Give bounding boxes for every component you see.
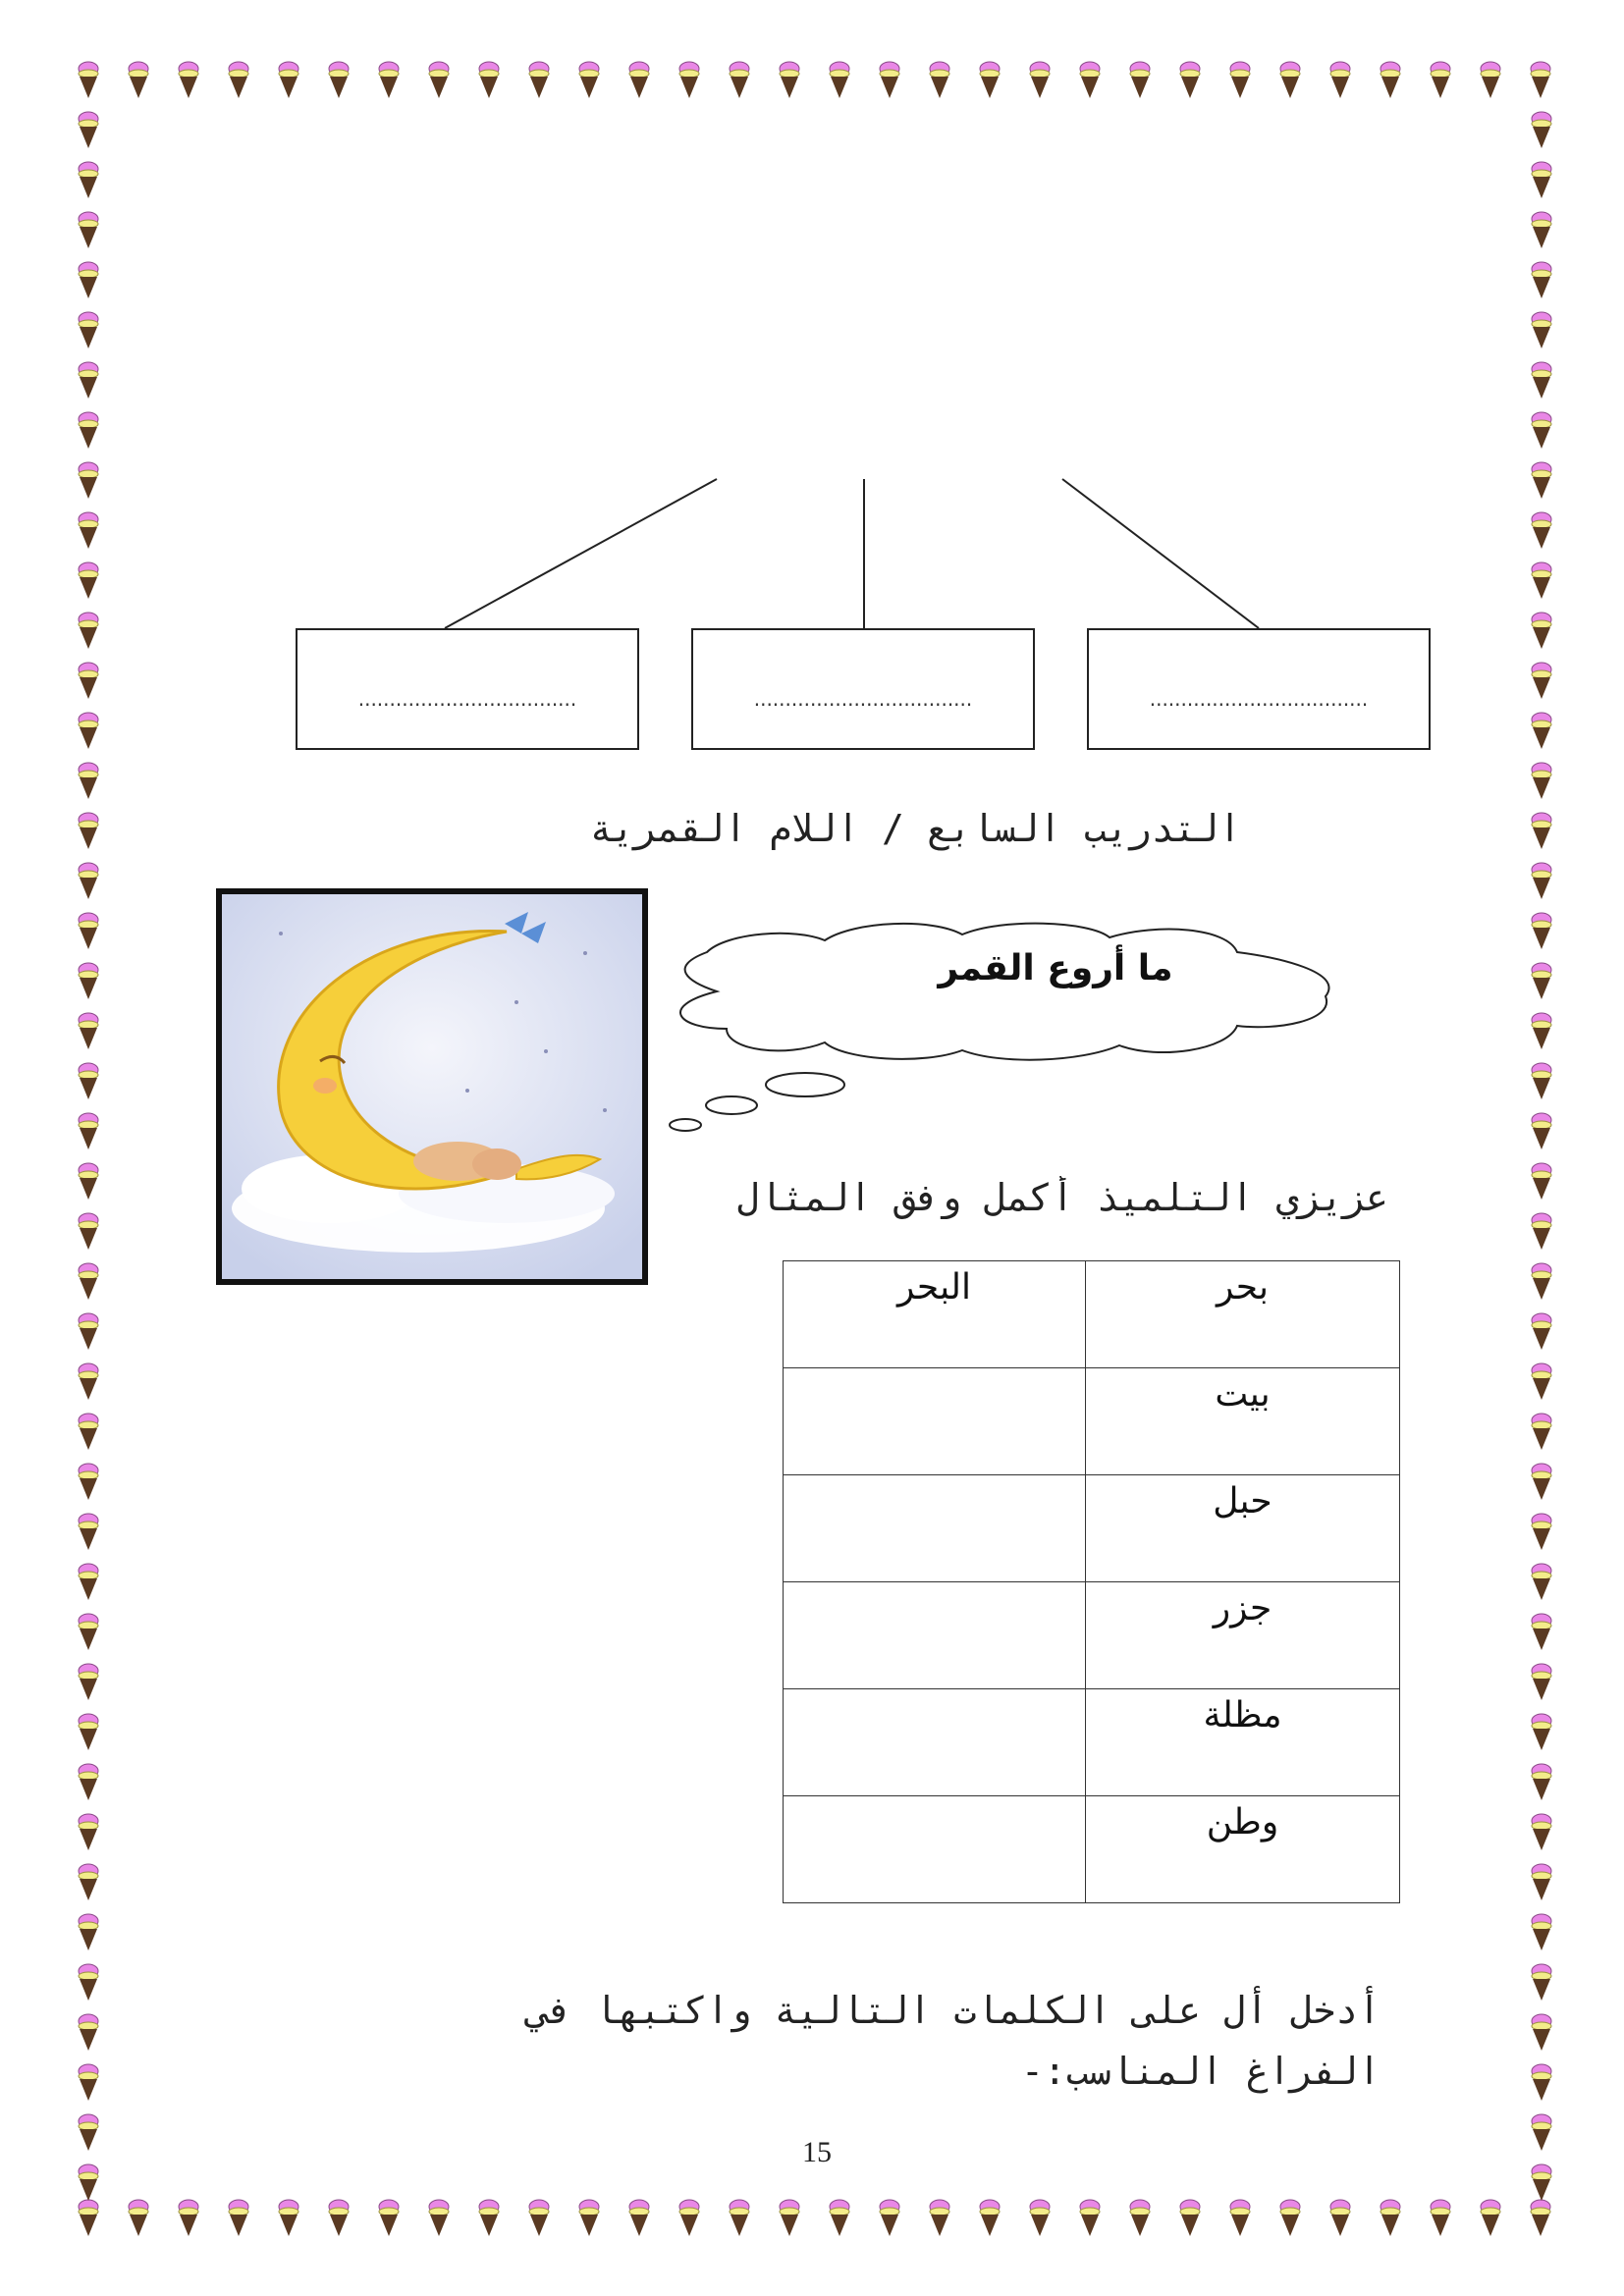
ice-cream-cone-icon <box>279 2200 298 2236</box>
table-cell-word: وطن <box>1086 1796 1400 1903</box>
ice-cream-cone-icon <box>1532 763 1551 799</box>
table-row <box>784 1475 1400 1582</box>
exercise-title: التدريب السابع / اللام القمرية <box>589 807 1241 850</box>
answer-box-middle[interactable] <box>691 628 1035 750</box>
table-cell-word: جزر <box>1086 1582 1400 1689</box>
table-cell-word: بيت <box>1086 1368 1400 1475</box>
ice-cream-cone-icon <box>1532 1113 1551 1149</box>
ice-cream-cone-icon <box>1532 1964 1551 2001</box>
ice-cream-cone-icon <box>629 2200 649 2236</box>
ice-cream-cone-icon <box>79 1714 98 1750</box>
ice-cream-cone-icon <box>1532 863 1551 899</box>
ice-cream-cone-icon <box>79 2200 98 2236</box>
ice-cream-cone-icon <box>79 763 98 799</box>
connector-lines <box>0 0 1624 687</box>
ice-cream-cone-icon <box>1532 1263 1551 1300</box>
instruction-text: عزيزي التلميذ أكمل وفق المثال <box>736 1176 1388 1219</box>
answer-box-left[interactable] <box>296 628 639 750</box>
ice-cream-cone-icon <box>79 1614 98 1650</box>
ice-cream-cone-icon <box>79 1814 98 1850</box>
ice-cream-cone-icon <box>880 2200 899 2236</box>
ice-cream-cone-icon <box>1532 1213 1551 1250</box>
ice-cream-cone-icon <box>1532 1814 1551 1850</box>
table-row <box>784 1261 1400 1368</box>
ice-cream-cone-icon <box>1532 2114 1551 2151</box>
ice-cream-cone-icon <box>1380 2200 1400 2236</box>
ice-cream-cone-icon <box>1532 1614 1551 1650</box>
ice-cream-cone-icon <box>79 1664 98 1700</box>
table-cell-answer[interactable] <box>784 1368 1086 1475</box>
ice-cream-cone-icon <box>1532 1564 1551 1600</box>
ice-cream-cone-icon <box>379 2200 399 2236</box>
ice-cream-cone-icon <box>79 2114 98 2151</box>
ice-cream-cone-icon <box>1532 1714 1551 1750</box>
answer-box-dots: ................................... <box>357 687 577 711</box>
table-cell-answer[interactable] <box>784 1689 1086 1796</box>
ice-cream-cone-icon <box>1180 2200 1200 2236</box>
ice-cream-cone-icon <box>79 1263 98 1300</box>
ice-cream-cone-icon <box>79 1464 98 1500</box>
ice-cream-cone-icon <box>79 1514 98 1550</box>
ice-cream-cone-icon <box>1532 1914 1551 1950</box>
table-cell-word: بحر <box>1086 1261 1400 1368</box>
ice-cream-cone-icon <box>79 863 98 899</box>
ice-cream-cone-icon <box>1532 963 1551 999</box>
ice-cream-cone-icon <box>79 2064 98 2101</box>
ice-cream-cone-icon <box>1532 2014 1551 2051</box>
ice-cream-cone-icon <box>1532 1313 1551 1350</box>
ice-cream-cone-icon <box>1130 2200 1150 2236</box>
ice-cream-cone-icon <box>1280 2200 1300 2236</box>
ice-cream-cone-icon <box>1030 2200 1050 2236</box>
ice-cream-cone-icon <box>79 1864 98 1900</box>
ice-cream-cone-icon <box>1230 2200 1250 2236</box>
ice-cream-cone-icon <box>329 2200 349 2236</box>
ice-cream-cone-icon <box>1532 1864 1551 1900</box>
word-table <box>783 1260 1400 1903</box>
ice-cream-cone-icon <box>1532 1363 1551 1400</box>
ice-cream-cone-icon <box>79 1163 98 1200</box>
ice-cream-cone-icon <box>229 2200 248 2236</box>
final-instruction-line1: أدخل أل على الكلمات التالية واكتبها في <box>526 1989 1380 2032</box>
ice-cream-cone-icon <box>79 1964 98 2001</box>
table-row <box>784 1796 1400 1903</box>
ice-cream-cone-icon <box>1330 2200 1350 2236</box>
ice-cream-cone-icon <box>1532 1764 1551 1800</box>
table-cell-word: مظلة <box>1086 1689 1400 1796</box>
ice-cream-cone-icon <box>79 1213 98 1250</box>
table-row <box>784 1689 1400 1796</box>
ice-cream-cone-icon <box>79 2014 98 2051</box>
ice-cream-cone-icon <box>179 2200 198 2236</box>
ice-cream-cone-icon <box>1532 713 1551 749</box>
ice-cream-cone-icon <box>479 2200 499 2236</box>
table-cell-answer[interactable] <box>784 1582 1086 1689</box>
table-cell-answer[interactable] <box>784 1796 1086 1903</box>
table-cell-word: حبل <box>1086 1475 1400 1582</box>
ice-cream-cone-icon <box>1532 813 1551 849</box>
ice-cream-cone-icon <box>1080 2200 1100 2236</box>
ice-cream-cone-icon <box>79 2164 98 2201</box>
ice-cream-cone-icon <box>79 963 98 999</box>
ice-cream-cone-icon <box>679 2200 699 2236</box>
table-cell-answer[interactable]: البحر <box>784 1261 1086 1368</box>
answer-box-dots: ................................... <box>1149 687 1369 711</box>
ice-cream-cone-icon <box>79 713 98 749</box>
ice-cream-cone-icon <box>79 1414 98 1450</box>
answer-box-dots: ................................... <box>753 687 973 711</box>
page-number: 15 <box>802 2136 832 2168</box>
ice-cream-cone-icon <box>1532 1063 1551 1099</box>
ice-cream-cone-icon <box>1532 2164 1551 2201</box>
ice-cream-cone-icon <box>129 2200 148 2236</box>
ice-cream-cone-icon <box>79 1363 98 1400</box>
ice-cream-cone-icon <box>79 813 98 849</box>
ice-cream-cone-icon <box>1532 1163 1551 1200</box>
ice-cream-cone-icon <box>79 1914 98 1950</box>
ice-cream-cone-icon <box>1532 1464 1551 1500</box>
ice-cream-cone-icon <box>1532 1414 1551 1450</box>
ice-cream-cone-icon <box>1532 1514 1551 1550</box>
ice-cream-cone-icon <box>730 2200 749 2236</box>
ice-cream-cone-icon <box>79 1564 98 1600</box>
ice-cream-cone-icon <box>1532 1013 1551 1049</box>
table-row <box>784 1582 1400 1689</box>
moon-illustration <box>216 888 648 1285</box>
table-cell-answer[interactable] <box>784 1475 1086 1582</box>
ice-cream-cone-icon <box>79 1013 98 1049</box>
table-row <box>784 1368 1400 1475</box>
speech-bubble-text: ما أروع القمر <box>938 948 1173 988</box>
ice-cream-cone-icon <box>79 1313 98 1350</box>
ice-cream-cone-icon <box>1531 2200 1550 2236</box>
ice-cream-cone-icon <box>79 1113 98 1149</box>
ice-cream-cone-icon <box>1532 913 1551 949</box>
ice-cream-cone-icon <box>830 2200 849 2236</box>
sleeping-moon-icon <box>222 894 642 1279</box>
ice-cream-cone-icon <box>79 1063 98 1099</box>
ice-cream-cone-icon <box>79 1764 98 1800</box>
final-instruction-line2: الفراغ المناسب:- <box>1020 2050 1380 2093</box>
ice-cream-cone-icon <box>780 2200 799 2236</box>
ice-cream-cone-icon <box>1532 2064 1551 2101</box>
ice-cream-cone-icon <box>79 913 98 949</box>
ice-cream-cone-icon <box>1481 2200 1500 2236</box>
ice-cream-cone-icon <box>1532 1664 1551 1700</box>
ice-cream-cone-icon <box>579 2200 599 2236</box>
ice-cream-cone-icon <box>429 2200 449 2236</box>
ice-cream-cone-icon <box>1431 2200 1450 2236</box>
ice-cream-cone-icon <box>930 2200 949 2236</box>
ice-cream-cone-icon <box>980 2200 1000 2236</box>
answer-box-right[interactable] <box>1087 628 1431 750</box>
ice-cream-cone-icon <box>529 2200 549 2236</box>
